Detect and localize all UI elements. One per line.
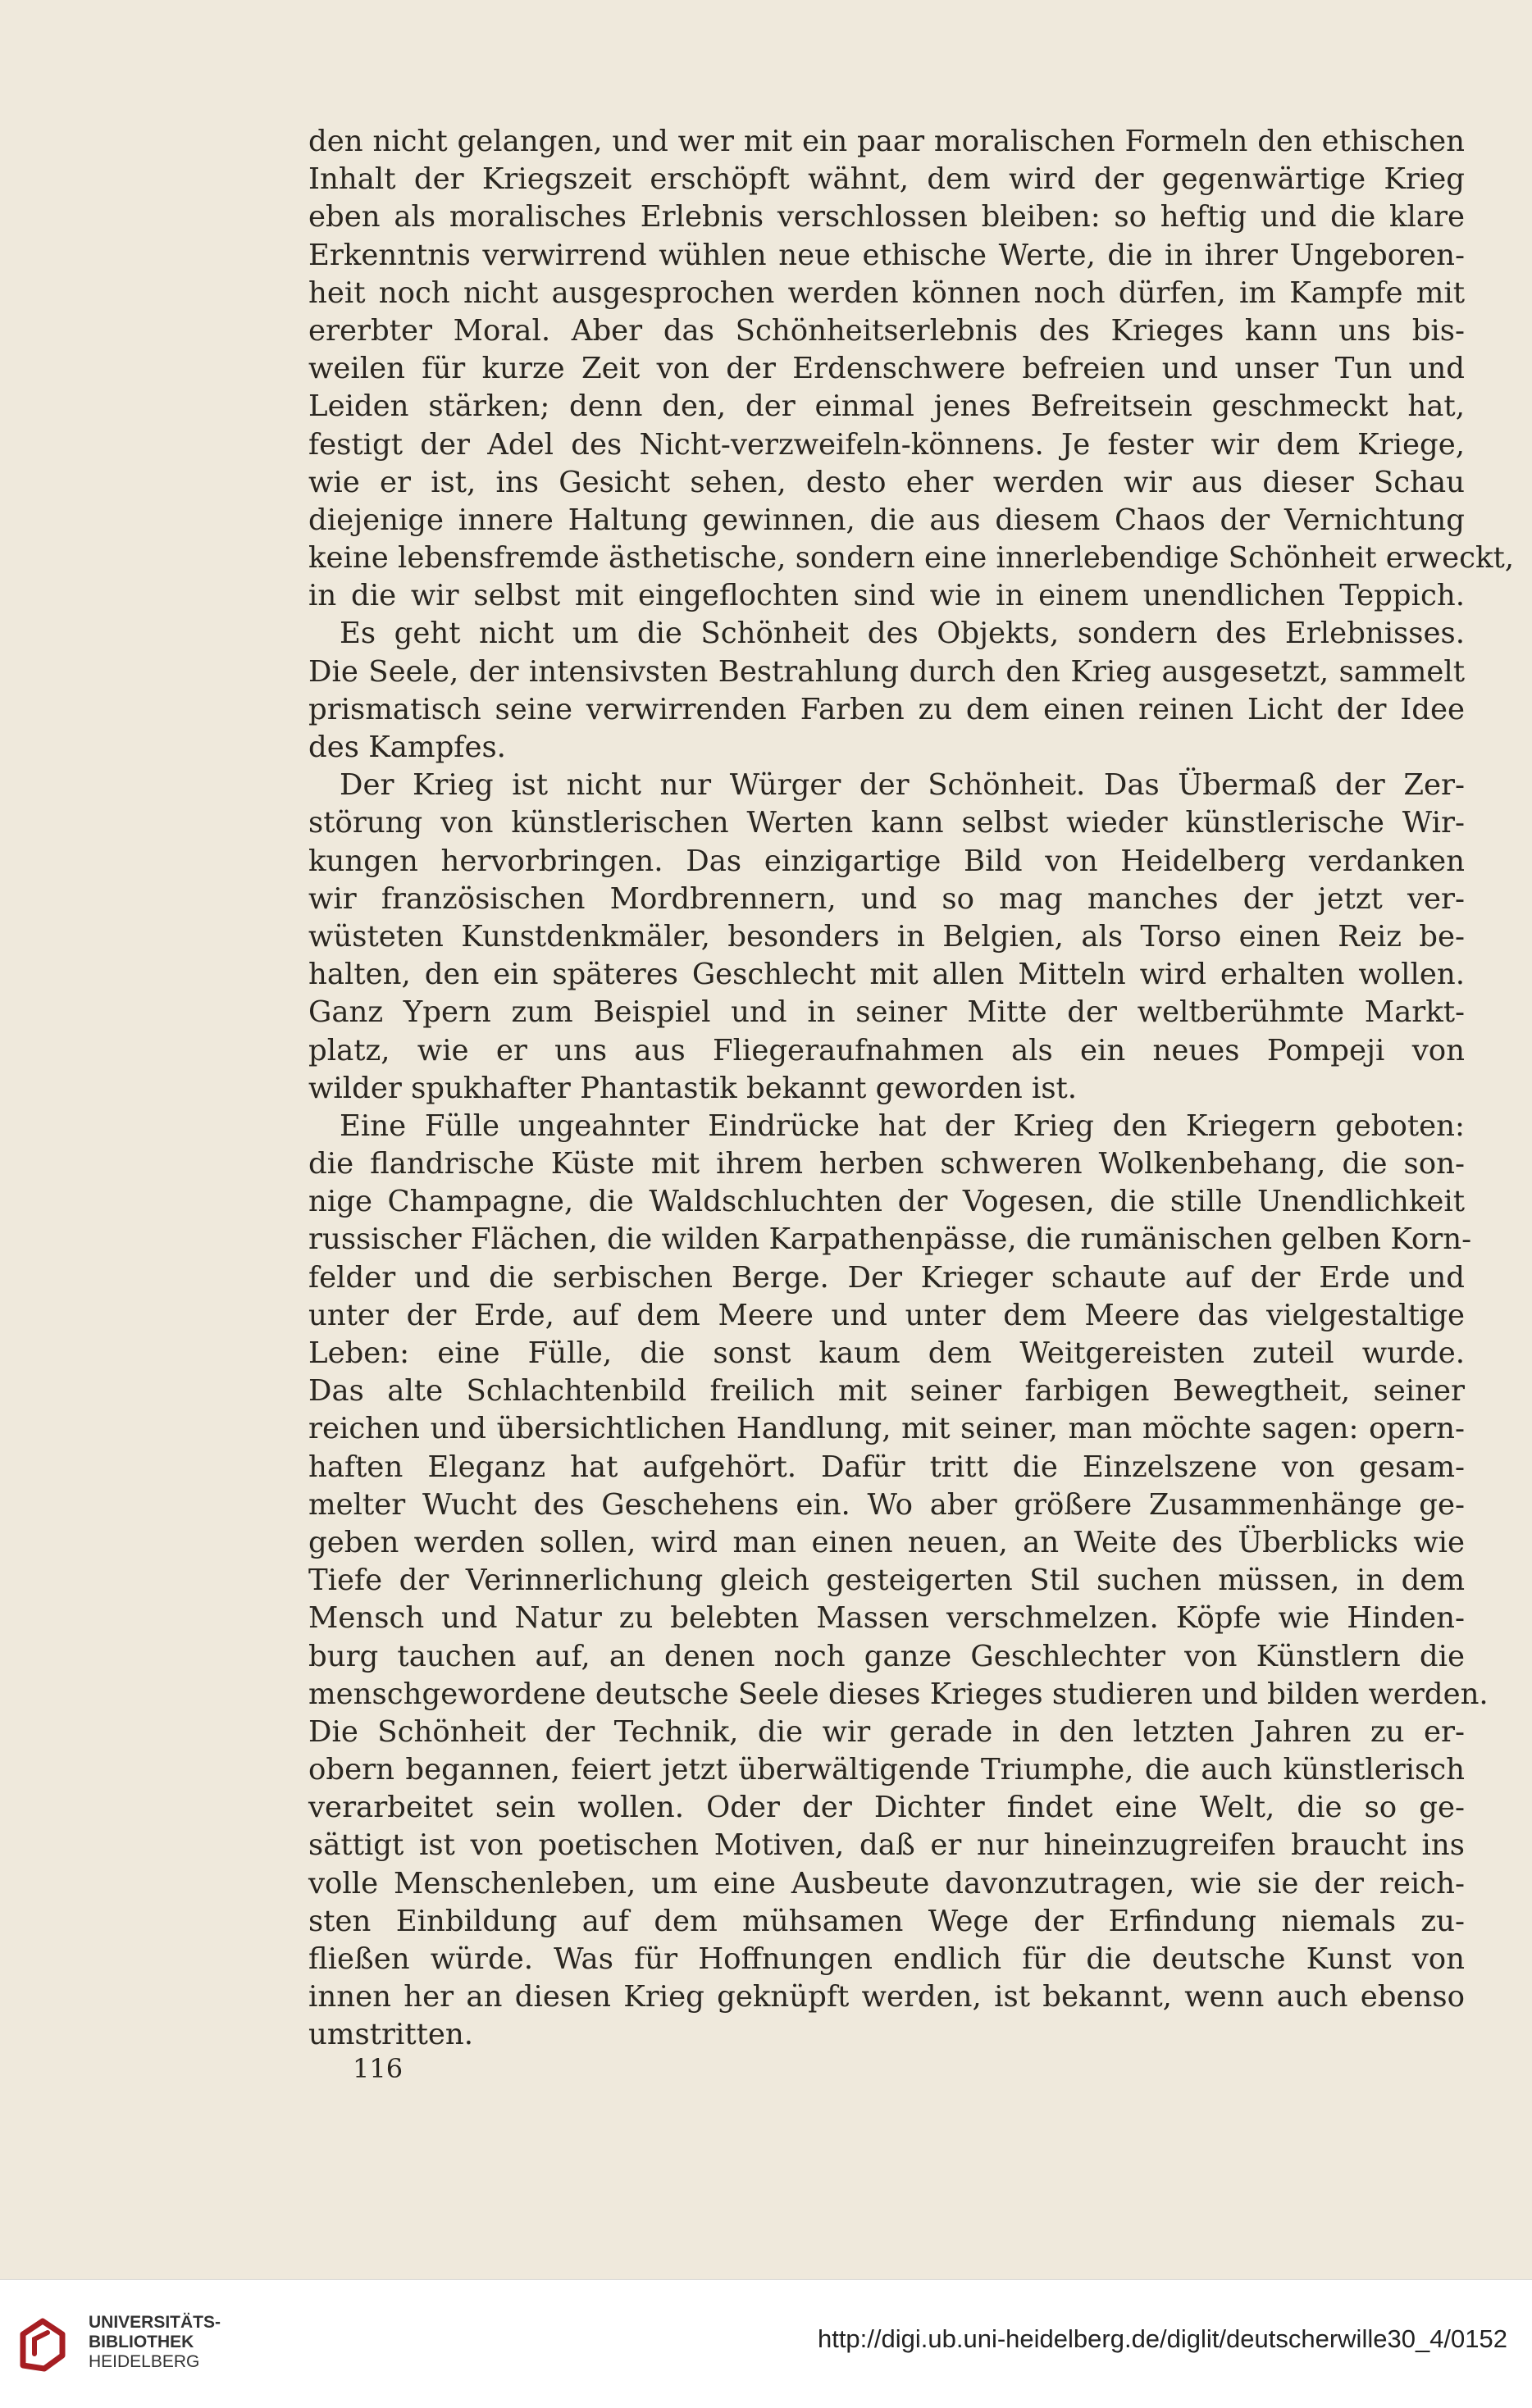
text-line: wilder spukhafter Phantastik bekannt geworden ist. [308,1071,1078,1105]
text-line: menschgewordene deutsche Seele dieses Krieges studieren und bilden werden. [308,1677,1489,1711]
library-logo-icon[interactable] [15,2316,72,2377]
text-line: haften Eleganz hat aufgehört. Dafür tritt die Einzelszene von gesam- [308,1450,1465,1484]
text-line: Das alte Schlachtenbild freilich mit seiner farbigen Bewegtheit, seiner [308,1374,1465,1409]
text-line: reichen und übersichtlichen Handlung, mit seiner, man möchte sagen: opern- [308,1412,1465,1446]
text-line: heit noch nicht ausgesprochen werden können noch dürfen, im Kampfe mit [308,275,1465,310]
text-line: störung von künstlerischen Werten kann selbst wieder künstlerische Wir- [308,806,1465,840]
text-line: die flandrische Küste mit ihrem herben schweren Wolkenbehang, die son- [308,1147,1465,1181]
text-line: Erkenntnis verwirrend wühlen neue ethische Werte, die in ihrer Ungeboren- [308,238,1465,272]
text-line: Inhalt der Kriegszeit erschöpft wähnt, dem wird der gegenwärtige Krieg [308,162,1465,197]
text-line: wüsteten Kunstdenkmäler, besonders in Belgien, als Torso einen Reiz be- [308,919,1465,954]
text-line: platz, wie er uns aus Fliegeraufnahmen als ein neues Pompeji von [308,1033,1465,1067]
body-text [308,123,1515,2055]
text-line: verarbeitet sein wollen. Oder der Dichter findet eine Welt, die so ge- [308,1791,1465,1825]
text-line: Tiefe der Verinnerlichung gleich gesteigerten Stil suchen müssen, in dem [308,1564,1465,1598]
text-line: Die Schönheit der Technik, die wir gerade in den letzten Jahren zu er- [308,1714,1465,1749]
text-line: prismatisch seine verwirrenden Farben zu dem einen reinen Licht der Idee [308,692,1465,726]
text-line: burg tauchen auf, an denen noch ganze Geschlechter von Künstlern die [308,1639,1465,1673]
text-line: obern begannen, feiert jetzt überwältigende Triumphe, die auch künstlerisch [308,1753,1465,1787]
text-line: Mensch und Natur zu belebten Massen verschmelzen. Köpfe wie Hinden- [308,1601,1465,1636]
text-line: russischer Flächen, die wilden Karpathenpässe, die rumänischen gelben Korn- [308,1222,1472,1257]
source-url-link[interactable]: http://digi.ub.uni-heidelberg.de/diglit/deutscherwille30_4/0152 [817,2324,1507,2353]
text-line: geben werden sollen, wird man einen neuen, an Weite des Überblicks wie [308,1525,1465,1559]
text-line: Der Krieg ist nicht nur Würger der Schönheit. Das Übermaß der Zer- [340,768,1465,803]
text-line: innen her an diesen Krieg geknüpft werden, ist bekannt, wenn auch ebenso [308,1980,1465,2014]
text-line: halten, den ein späteres Geschlecht mit allen Mitteln wird erhalten wollen. [308,958,1465,992]
text-line: nige Champagne, die Waldschluchten der Vogesen, die stille Unendlichkeit [308,1185,1465,1219]
text-line: umstritten. [308,2018,474,2052]
text-line: fließen würde. Was für Hoffnungen endlich für die deutsche Kunst von [308,1942,1465,1976]
text-line: melter Wucht des Geschehens ein. Wo aber größere Zusammenhänge ge- [308,1487,1465,1522]
text-line: wie er ist, ins Gesicht sehen, desto eher werden wir aus dieser Schau [308,465,1465,499]
library-name-line-2: BIBLIOTHEK [89,2333,194,2351]
text-line: Eine Fülle ungeahnter Eindrücke hat der Krieg den Kriegern geboten: [340,1108,1465,1143]
text-line: Es geht nicht um die Schönheit des Objekts, sondern des Erlebnisses. [340,617,1465,651]
text-line: sten Einbildung auf dem mühsamen Wege der Erfindung niemals zu- [308,1904,1465,1938]
text-line: Leiden stärken; denn den, der einmal jenes Befreitsein geschmeckt hat, [308,389,1465,424]
text-line: den nicht gelangen, und wer mit ein paar moralischen Formeln den ethischen [308,125,1465,158]
text-line: unter der Erde, auf dem Meere und unter dem Meere das vielgestaltige [308,1298,1465,1332]
text-line: weilen für kurze Zeit von der Erdenschwere befreien und unser Tun und [308,352,1465,386]
text-line: in die wir selbst mit eingeflochten sind wie in einem unendlichen Teppich. [308,579,1465,613]
library-name-line-1: UNIVERSITÄTS- [89,2313,221,2332]
library-name-line-3: HEIDELBERG [89,2352,200,2371]
text-line: volle Menschenleben, um eine Ausbeute davonzutragen, wie sie der reich- [308,1866,1465,1900]
logo-inner-stroke [34,2333,48,2354]
logo-stroke [23,2321,62,2369]
text-line: sättigt ist von poetischen Motiven, daß er nur hineinzugreifen braucht ins [308,1828,1465,1863]
text-line: felder und die serbischen Berge. Der Krieger schaute auf der Erde und [308,1260,1465,1295]
text-line: wir französischen Mordbrennern, und so mag manches der jetzt ver- [308,881,1465,916]
text-line: eben als moralisches Erlebnis verschlossen bleiben: so heftig und die klare [308,200,1465,234]
text-line: Leben: eine Fülle, die sonst kaum dem Weitgereisten zuteil wurde. [308,1336,1465,1370]
footer-bar [0,2279,1532,2408]
text-line: ererbter Moral. Aber das Schönheitserlebnis des Krieges kann uns bis- [308,313,1465,348]
text-line: Ganz Ypern zum Beispiel und in seiner Mitte der weltberühmte Markt- [308,995,1465,1030]
text-line: diejenige innere Haltung gewinnen, die aus diesem Chaos der Vernichtung [308,503,1465,537]
library-name [89,2313,221,2372]
text-line: keine lebensfremde ästhetische, sondern eine innerlebendige Schönheit erweckt, [308,541,1515,576]
text-line: kungen hervorbringen. Das einzigartige Bild von Heidelberg verdanken [308,844,1465,878]
text-line: des Kampfes. [308,731,506,764]
text-line: festigt der Adel des Nicht-verzweifeln-könnens. Je fester wir dem Kriege, [308,427,1465,462]
text-line: Die Seele, der intensivsten Bestrahlung durch den Krieg ausgesetzt, sammelt [308,654,1465,689]
page-number: 116 [353,2053,404,2084]
